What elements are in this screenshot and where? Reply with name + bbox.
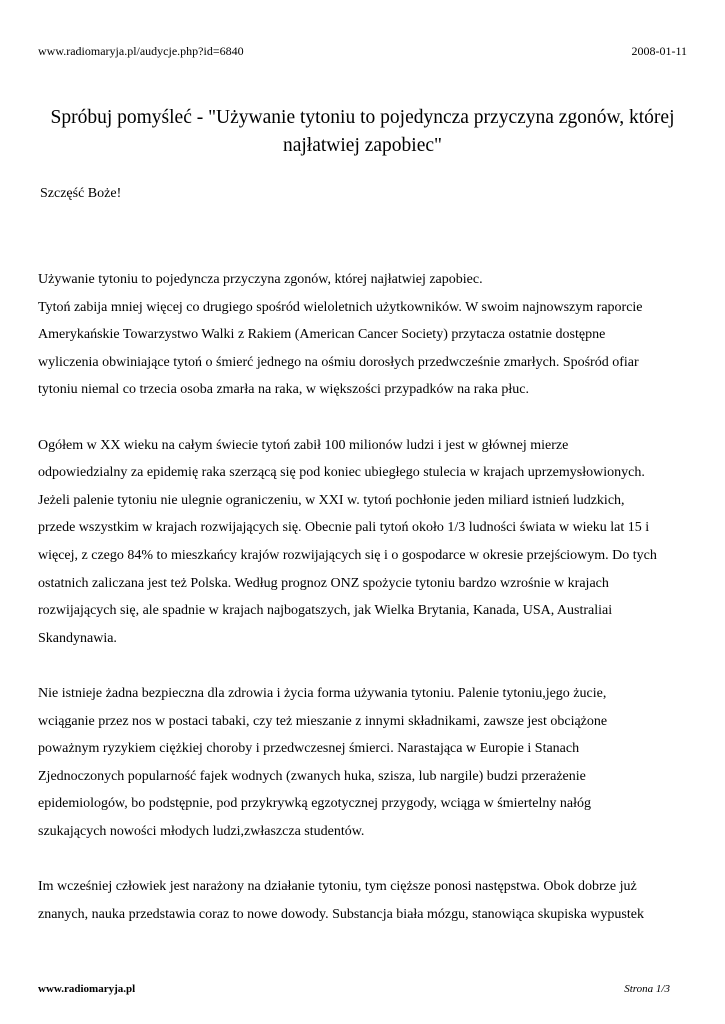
- text-line: Skandynawia.: [38, 630, 117, 646]
- text-line: Amerykańskie Towarzystwo Walki z Rakiem (American Cancer Society) przytacza ostatnie dostępne: [38, 327, 606, 343]
- header-date: 2008-01-11: [631, 44, 687, 58]
- text-line: znanych, nauka przedstawia coraz to nowe dowody. Substancja biała mózgu, stanowiąca skupiska wypustek: [38, 906, 644, 922]
- title-line-2: najłatwiej zapobiec": [282, 135, 442, 156]
- text-line: ostatnich zaliczana jest też Polska. Według prognoz ONZ spożycie tytoniu bardzo wzrośnie w krajach: [38, 575, 609, 591]
- text-line: przede wszystkim w krajach rozwijających się. Obecnie pali tytoń około 1/3 ludności świata w wieku lat 15 i: [38, 520, 650, 536]
- text-line: rozwijających się, ale spadnie w krajach najbogatszych, jak Wielka Brytania, Kanada, USA, Australiai: [38, 603, 613, 619]
- text-line: Nie istnieje żadna bezpieczna dla zdrowia i życia forma używania tytoniu. Palenie tytoniu,jego żucie,: [38, 685, 607, 701]
- text-line: Im wcześniej człowiek jest narażony na działanie tytoniu, tym cięższe ponosi następstwa. Obok dobrze już: [38, 879, 637, 895]
- paragraph-1: [38, 266, 690, 404]
- footer-page-number: Strona 1/3: [624, 983, 670, 995]
- text-line: Zjednoczonych popularność fajek wodnych (zwanych huka, szisza, lub nargile) budzi przerażenie: [38, 768, 586, 784]
- text-line: więcej, z czego 84% to mieszkańcy krajów rozwijających się i o gospodarce w okresie przejściowym. Do tych: [38, 547, 657, 563]
- text-line: Tytoń zabija mniej więcej co drugiego spośród wieloletnich użytkowników. W swoim najnowszym raporcie: [38, 299, 643, 315]
- text-line: Ogółem w XX wieku na całym świecie tytoń zabił 100 milionów ludzi i jest w głównej mierze: [38, 437, 569, 453]
- header-url: www.radiomaryja.pl/audycje.php?id=6840: [38, 44, 244, 58]
- title-line-1: Spróbuj pomyśleć - "Używanie tytoniu to pojedyncza przyczyna zgonów, której: [50, 107, 675, 128]
- greeting: Szczęść Boże!: [40, 186, 122, 201]
- paragraph-2: [38, 432, 690, 653]
- text-line: epidemiologów, bo podstępnie, pod przykrywką egzotycznej przygody, wciąga w śmiertelny nałóg: [38, 796, 591, 812]
- paragraph-4: [38, 873, 690, 928]
- text-line: szukających nowości młodych ludzi,zwłaszcza studentów.: [38, 823, 365, 839]
- text-line: poważnym ryzykiem ciężkiej choroby i przedwczesnej śmierci. Narastająca w Europie i Stanach: [38, 741, 580, 757]
- text-line: Używanie tytoniu to pojedyncza przyczyna zgonów, której najłatwiej zapobiec.: [38, 272, 483, 287]
- article-body: [38, 266, 690, 956]
- text-line: Jeżeli palenie tytoniu nie ulegnie ograniczeniu, w XXI w. tytoń pochłonie jeden miliard istnień ludzkich,: [38, 492, 625, 508]
- page-title: [38, 104, 687, 160]
- text-line: wciąganie przez nos w postaci tabaki, czy też mieszanie z innymi składnikami, zawsze jest obciążone: [38, 713, 608, 729]
- footer-site: www.radiomaryja.pl: [38, 983, 136, 995]
- text-line: wyliczenia obwiniające tytoń o śmierć jednego na ośmiu dorosłych przedwcześnie zmarłych. Spośród ofiar: [38, 354, 639, 370]
- text-line: tytoniu niemal co trzecia osoba zmarła na raka, w większości przypadków na raka płuc.: [38, 382, 529, 398]
- paragraph-3: [38, 680, 690, 846]
- text-line: odpowiedzialny za epidemię raka szerzącą się pod koniec ubiegłego stulecia w krajach uprzemysłowionych.: [38, 465, 645, 481]
